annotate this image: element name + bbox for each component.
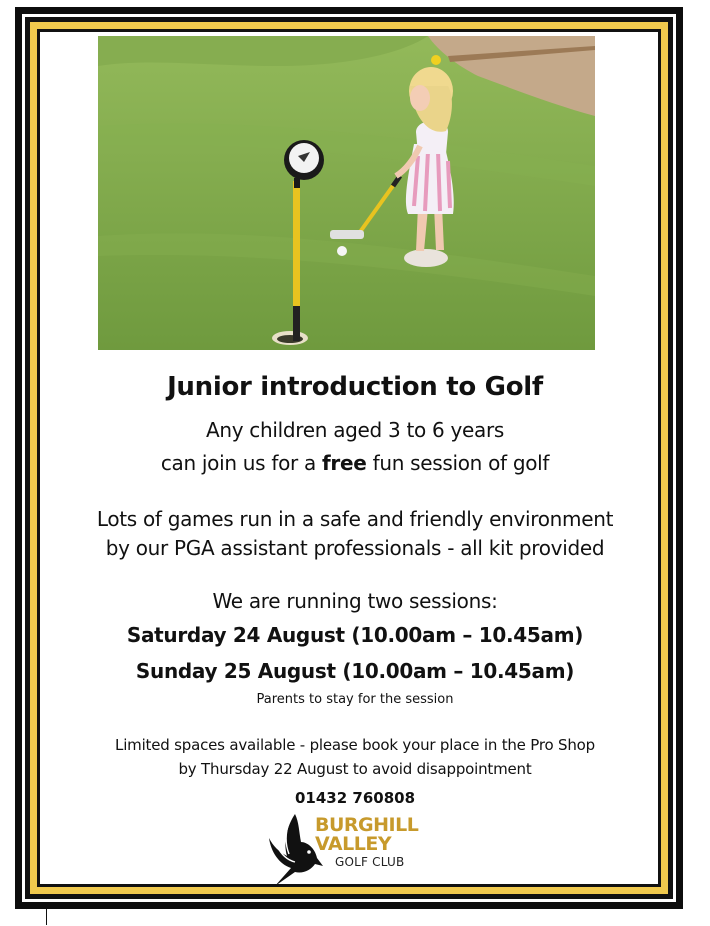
headline: Junior introduction to Golf xyxy=(167,372,543,402)
parents-note: Parents to stay for the session xyxy=(256,692,454,707)
phone-number: 01432 760808 xyxy=(294,789,416,807)
logo-line-1: BURGHILL xyxy=(315,814,419,836)
invite-after: fun session of golf xyxy=(366,451,550,475)
club-logo xyxy=(265,812,455,890)
invite-before: can join us for a xyxy=(160,451,323,475)
session-saturday: Saturday 24 August (10.00am – 10.45am) xyxy=(126,623,584,647)
logo-line-2: VALLEY xyxy=(315,833,392,855)
logo-line-3: GOLF CLUB xyxy=(335,855,405,869)
text-cursor-mark xyxy=(46,909,47,925)
invite-line xyxy=(30,451,680,475)
golf-photo xyxy=(98,36,595,350)
logo-text xyxy=(315,816,418,868)
session-sunday: Sunday 25 August (10.00am – 10.45am) xyxy=(135,659,575,683)
invite-free: free xyxy=(322,451,367,475)
games-line-1: Lots of games run in a safe and friendly environment xyxy=(96,507,614,531)
limited-line-2: by Thursday 22 August to avoid disappointment xyxy=(178,760,532,778)
limited-line-1: Limited spaces available - please book your place in the Pro Shop xyxy=(115,736,595,754)
sessions-intro: We are running two sessions: xyxy=(212,589,498,613)
games-line-2: by our PGA assistant professionals - all kit provided xyxy=(105,536,605,560)
ages-line: Any children aged 3 to 6 years xyxy=(205,418,505,442)
